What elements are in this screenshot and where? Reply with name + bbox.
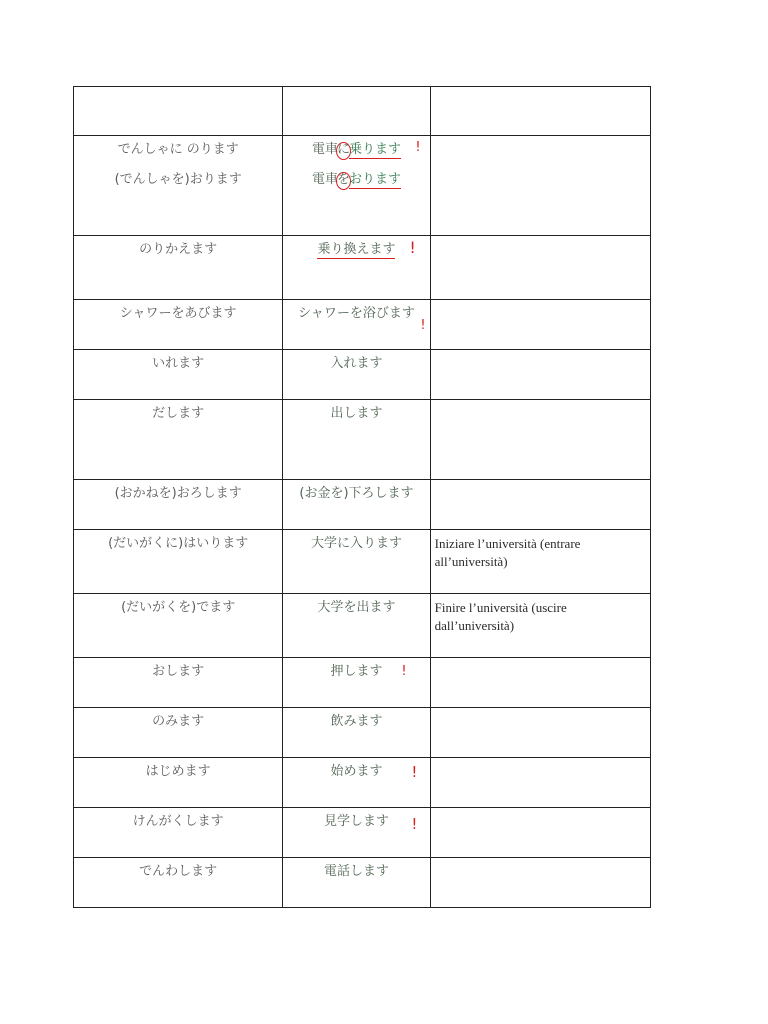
kana-cell: でんわします: [74, 858, 283, 908]
meaning-cell: [430, 400, 650, 480]
kana-cell: シャワーをあびます: [74, 300, 283, 350]
kanji-text: [283, 141, 429, 159]
kana-cell: (だいがくに)はいります: [74, 530, 283, 594]
table-row: [74, 708, 651, 758]
correction-mark: !: [420, 318, 426, 333]
table-row: [74, 758, 651, 808]
table-row: [74, 858, 651, 908]
meaning-cell: [430, 350, 650, 400]
kanji-text-secondary: [283, 171, 429, 189]
table-row: [74, 350, 651, 400]
meaning-cell: [430, 858, 650, 908]
correction-circle: に: [336, 142, 351, 160]
kanji-cell: 大学を出ます: [283, 594, 430, 658]
correction-mark: !: [411, 763, 418, 781]
header-cell-meaning: [430, 87, 650, 136]
table-row: [74, 300, 651, 350]
kanji-text-prefix: 電車: [311, 142, 338, 157]
kana-cell: [74, 136, 283, 236]
table-row: [74, 808, 651, 858]
table-row: [74, 136, 651, 236]
header-cell-kanji: [283, 87, 430, 136]
correction-mark: !: [411, 815, 418, 833]
kanji-cell: 電話します: [283, 858, 430, 908]
kanji-cell: [283, 300, 430, 350]
kana-cell: けんがくします: [74, 808, 283, 858]
kana-cell: (おかねを)おろします: [74, 480, 283, 530]
kanji-cell: [283, 236, 430, 300]
correction-underline: おります: [348, 172, 401, 187]
kanji-cell: 大学に入ります: [283, 530, 430, 594]
table-row: [74, 400, 651, 480]
meaning-cell: [430, 480, 650, 530]
kanji-cell: [283, 758, 430, 808]
kana-text-secondary: (でんしゃを)おります: [114, 172, 242, 187]
kana-cell: はじめます: [74, 758, 283, 808]
kana-text: でんしゃに のります: [117, 142, 239, 157]
meaning-cell: [430, 808, 650, 858]
meaning-cell: [430, 136, 650, 236]
meaning-cell: Finire l’università (uscire dall’università): [430, 594, 650, 658]
kana-cell: のりかえます: [74, 236, 283, 300]
correction-underline: 乗り換えます: [317, 242, 396, 257]
kana-cell: のみます: [74, 708, 283, 758]
meaning-cell: [430, 236, 650, 300]
kanji-cell: [283, 136, 430, 236]
kana-cell: だします: [74, 400, 283, 480]
kanji-cell: 飲みます: [283, 708, 430, 758]
table-row: [74, 236, 651, 300]
kanji-cell: 入れます: [283, 350, 430, 400]
kanji-cell: [283, 658, 430, 708]
correction-mark: !: [409, 238, 416, 257]
meaning-cell: [430, 758, 650, 808]
table-row: [74, 480, 651, 530]
meaning-cell: [430, 708, 650, 758]
correction-circle: を: [336, 172, 351, 190]
meaning-cell: Iniziare l’università (entrare all’università): [430, 530, 650, 594]
vocabulary-table: [73, 86, 651, 908]
kanji-text: 始めます: [330, 764, 383, 779]
table-row: [74, 530, 651, 594]
kana-cell: (だいがくを)でます: [74, 594, 283, 658]
correction-underline: 乗ります: [348, 142, 401, 157]
kanji-text: 押します: [330, 664, 383, 679]
header-row: [74, 87, 651, 136]
kana-cell: おします: [74, 658, 283, 708]
kanji-text-prefix: 電車: [311, 172, 338, 187]
kanji-text: シャワーを浴びます: [298, 306, 415, 321]
correction-mark: !: [415, 140, 421, 155]
table-row: [74, 594, 651, 658]
table-row: [74, 658, 651, 708]
meaning-cell: [430, 658, 650, 708]
correction-mark: !: [401, 664, 407, 679]
kanji-text: 見学します: [323, 814, 389, 829]
kanji-cell: 出します: [283, 400, 430, 480]
header-cell-kana: [74, 87, 283, 136]
meaning-cell: [430, 300, 650, 350]
kanji-cell: (お金を)下ろします: [283, 480, 430, 530]
kanji-cell: [283, 808, 430, 858]
kana-cell: いれます: [74, 350, 283, 400]
